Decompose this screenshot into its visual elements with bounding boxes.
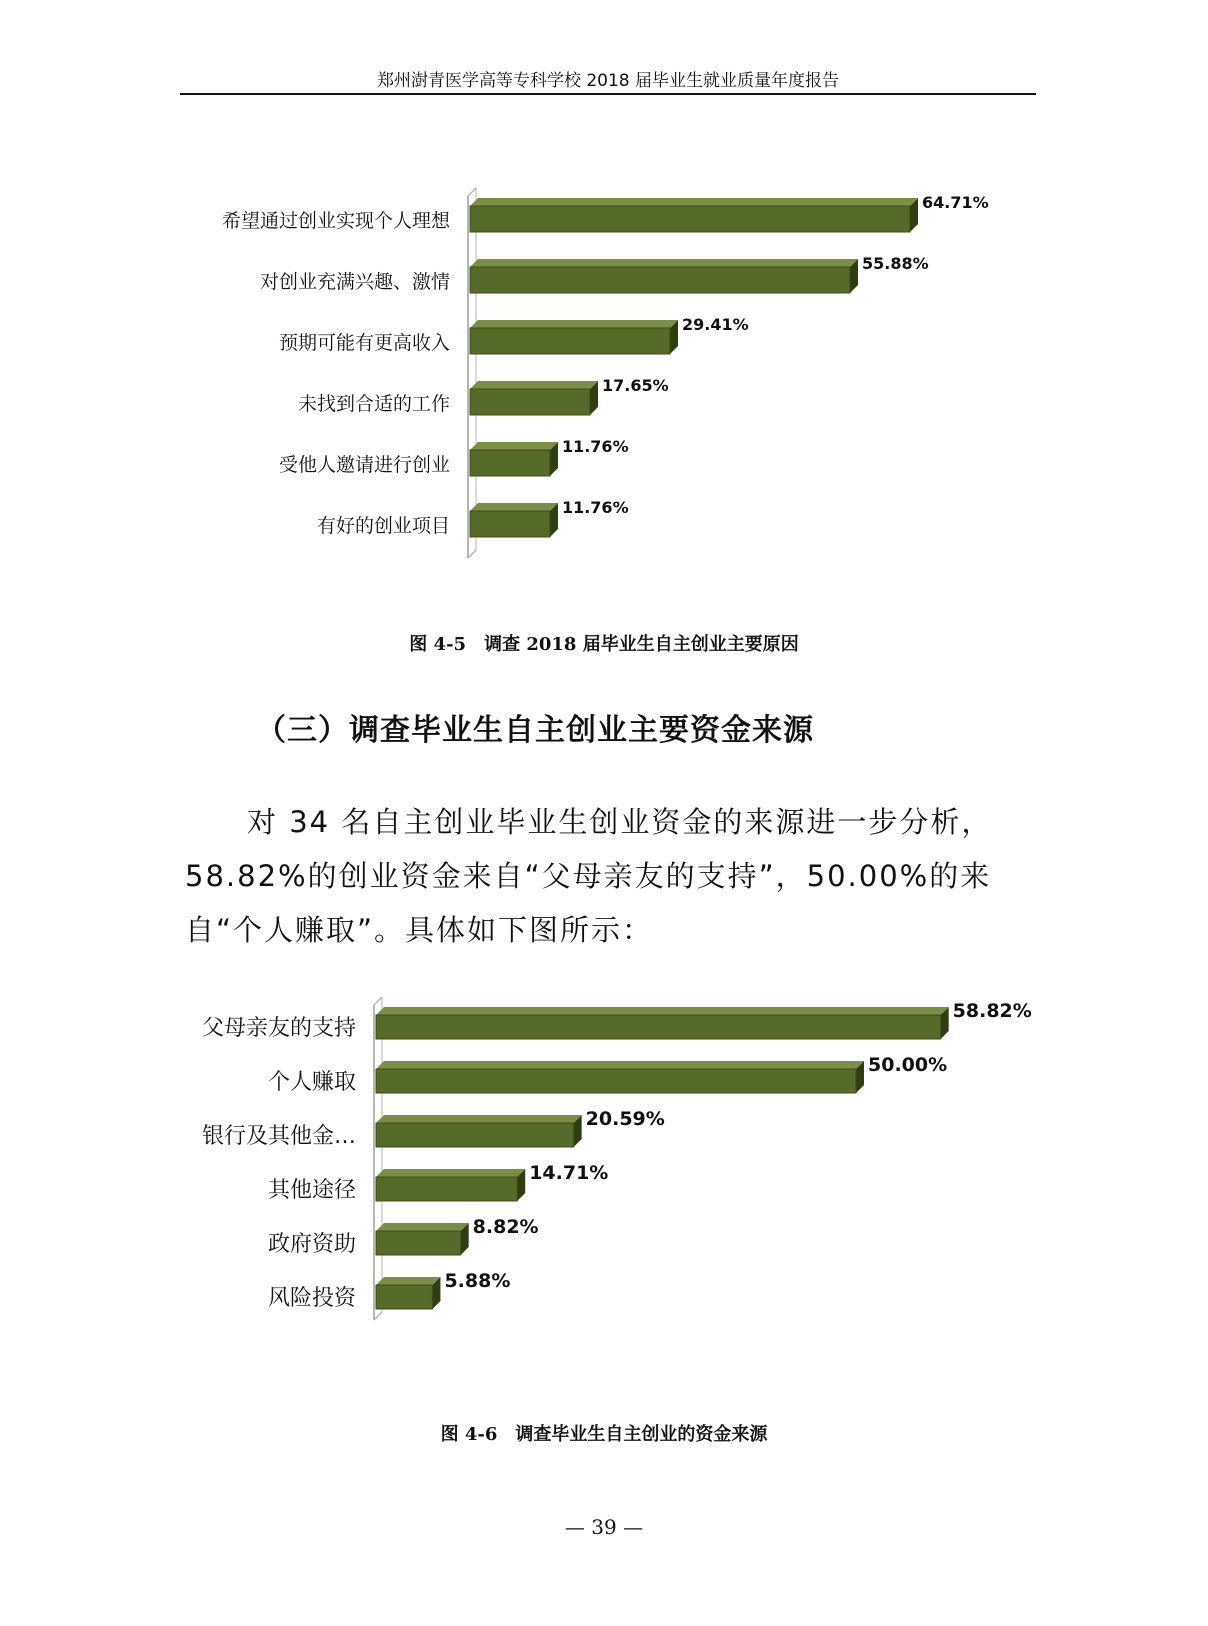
chart-funding-sources xyxy=(200,1000,1080,1375)
chart2-bar xyxy=(376,1285,432,1309)
chart1-bar-top xyxy=(470,320,678,328)
chart1-bar xyxy=(470,450,550,476)
chart1-category-label: 有好的创业项目 xyxy=(316,515,450,537)
chart2-bar-top xyxy=(376,1223,469,1231)
figure-caption-4-5: 图 4-5 调查 2018 届毕业生自主创业主要原因 xyxy=(409,634,799,655)
chart1-value-label: 64.71% xyxy=(922,193,989,212)
chart1-value-label: 17.65% xyxy=(602,376,669,395)
page-header: 郑州澍青医学高等专科学校 2018 届毕业生就业质量年度报告 xyxy=(376,71,840,91)
chart2-value-label: 5.88% xyxy=(444,1270,511,1292)
chart1-bar xyxy=(470,328,670,354)
chart1-category-label: 受他人邀请进行创业 xyxy=(278,454,450,476)
figure-caption-4-6: 图 4-6 调查毕业生自主创业的资金来源 xyxy=(440,1424,768,1445)
chart1-bar-top xyxy=(470,442,558,450)
chart1-bar xyxy=(470,267,850,293)
chart2-bar xyxy=(376,1015,941,1039)
chart1-bar-top xyxy=(470,198,918,206)
chart1-value-label: 55.88% xyxy=(861,254,929,273)
chart2-bar xyxy=(376,1069,856,1093)
chart2-axis-base xyxy=(374,1312,382,1320)
chart1-value-label: 11.76% xyxy=(561,437,629,456)
section-heading: （三）调查毕业生自主创业主要资金来源 xyxy=(256,713,814,748)
chart1-bar xyxy=(470,206,910,232)
chart2-value-label: 8.82% xyxy=(472,1216,539,1238)
chart1-axis-base xyxy=(468,550,476,558)
chart2-bar-top xyxy=(376,1061,864,1069)
chart2-category-label: 政府资助 xyxy=(267,1232,356,1257)
chart-startup-reasons-svg xyxy=(200,178,1040,578)
chart2-value-label: 50.00% xyxy=(868,1054,948,1076)
chart2-value-label: 20.59% xyxy=(585,1108,665,1130)
body-paragraph xyxy=(185,795,1015,957)
chart2-category-label: 其他途径 xyxy=(267,1178,356,1203)
chart2-bar-top xyxy=(376,1277,440,1285)
chart1-bar xyxy=(470,389,590,415)
chart2-bar-top xyxy=(376,1169,525,1177)
header-rule xyxy=(180,93,1036,95)
chart2-bar xyxy=(376,1123,574,1147)
chart1-value-label: 11.76% xyxy=(561,498,629,517)
chart2-bar-top xyxy=(376,1007,949,1015)
chart1-bar-top xyxy=(470,381,598,389)
chart2-axis-top xyxy=(374,997,382,1005)
chart2-bar-top xyxy=(376,1115,582,1123)
chart1-axis-top xyxy=(468,188,476,196)
chart2-value-label: 14.71% xyxy=(529,1162,609,1184)
body-paragraph-text: 对 34 名自主创业毕业生创业资金的来源进一步分析，58.82%的创业资金来自“父母亲友的支持”，50.00%的来自“个人赚取”。具体如下图所示： xyxy=(185,805,993,947)
chart2-category-label: 父母亲友的支持 xyxy=(201,1016,356,1041)
chart1-category-label: 对创业充满兴趣、激情 xyxy=(259,271,450,293)
chart1-category-label: 预期可能有更高收入 xyxy=(278,332,450,354)
chart2-category-label: 风险投资 xyxy=(267,1286,356,1311)
chart1-category-label: 希望通过创业实现个人理想 xyxy=(221,210,450,232)
chart2-category-label: 银行及其他金… xyxy=(201,1124,356,1149)
chart2-category-label: 个人赚取 xyxy=(267,1070,356,1095)
chart2-value-label: 58.82% xyxy=(952,1000,1032,1022)
chart1-bar-top xyxy=(470,503,558,511)
chart2-bar xyxy=(376,1177,517,1201)
chart-funding-sources-svg xyxy=(200,1000,1080,1375)
chart2-bar xyxy=(376,1231,461,1255)
chart-startup-reasons xyxy=(200,178,1040,578)
chart1-value-label: 29.41% xyxy=(681,315,749,334)
chart1-bar-top xyxy=(470,259,858,267)
page-number: — 39 — xyxy=(564,1515,644,1539)
chart1-bar xyxy=(470,511,550,537)
chart1-category-label: 未找到合适的工作 xyxy=(297,393,450,415)
